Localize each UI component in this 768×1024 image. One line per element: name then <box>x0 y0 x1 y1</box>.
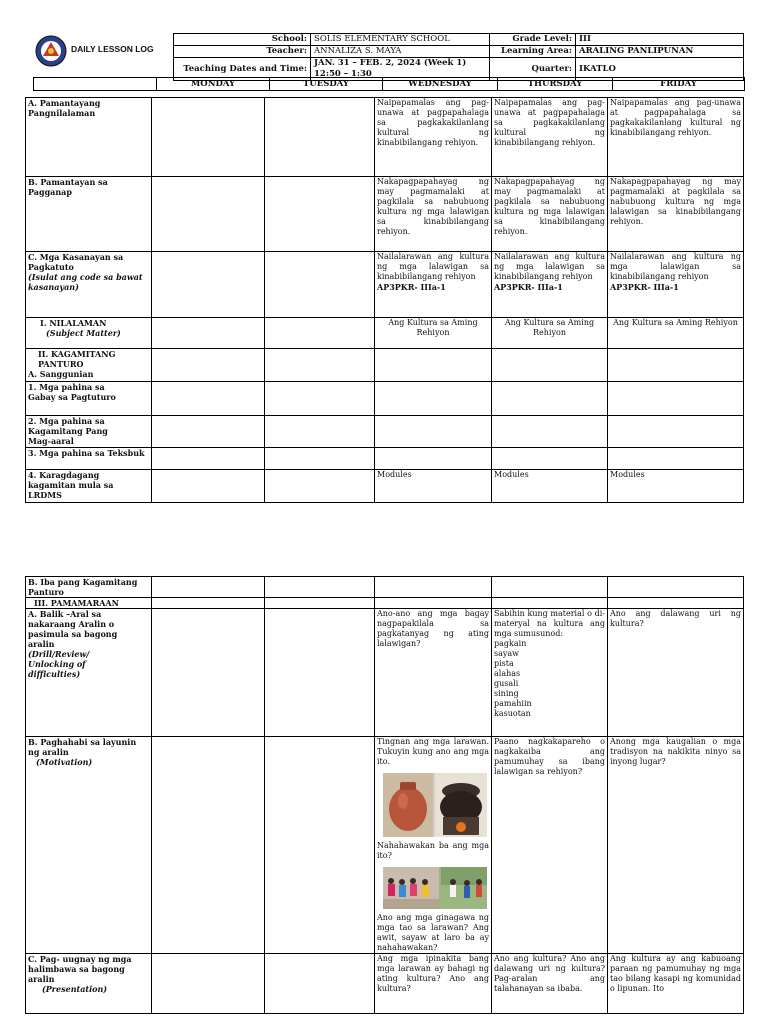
monday-cell <box>152 609 265 737</box>
list-item: alahas <box>494 669 521 678</box>
row-label-sub: (Motivation) <box>36 757 93 767</box>
tuesday-cell <box>265 349 375 382</box>
tuesday-cell <box>265 448 375 470</box>
wednesday-cell <box>375 598 492 609</box>
friday-cell <box>608 448 744 470</box>
friday-cell <box>608 349 744 382</box>
wednesday-cell <box>375 737 492 954</box>
friday-cell <box>608 416 744 448</box>
friday-cell: Modules <box>608 470 744 503</box>
wednesday-cell: Naipapamalas ang pag-unawa at pagpapahalaga sa pagkakakilanlang kultural ng kinabibilangang rehiyon. <box>375 98 492 177</box>
table-row <box>26 470 744 503</box>
list-item: sayaw <box>494 649 520 658</box>
row-label: 3. Mga pahina sa Teksbuk <box>26 448 152 470</box>
tuesday-cell <box>265 577 375 598</box>
lesson-table-part1 <box>25 97 744 503</box>
cell-text: Sabihin kung material o di-materyal na kultura ang mga sumusunod: <box>494 609 605 638</box>
row-label-sub: (Subject Matter) <box>46 328 121 338</box>
table-row <box>26 416 744 448</box>
grade-value: III <box>576 34 744 46</box>
thursday-cell <box>492 609 608 737</box>
monday-cell <box>152 954 265 1014</box>
friday-cell: Nakapagpapahayag ng may pagmamalaki at pagkilala sa nabubuong kultura ng mga lalawigan sa kinabibilangang rehiyon. <box>608 177 744 252</box>
teacher-value: ANNALIZA S. MAYA <box>311 46 490 58</box>
lesson-table-part2 <box>25 576 744 1014</box>
friday-cell: Ang Kultura sa Aming Rehiyon <box>608 318 744 349</box>
thursday-cell: Ano ang kultura? Ano ang dalawang uri ng kultura? Pag-aralan ang talahanayan sa ibaba. <box>492 954 608 1014</box>
cell-text: Ano ang mga ginagawa ng mga tao sa larawan? Ang awit, sayaw at laro ba ay nahahawakan? <box>377 913 489 952</box>
friday-cell <box>608 382 744 416</box>
list-item: pamahiin <box>494 699 532 708</box>
teacher-label: Teacher: <box>174 46 311 58</box>
school-label: School: <box>174 34 311 46</box>
monday-cell <box>152 416 265 448</box>
friday-cell: Ano ang dalawang uri ng kultura? <box>608 609 744 737</box>
friday-cell: Ang kultura ay ang kabuoang paraan ng pamumuhay ng mga tao bilang kasapi ng komunidad o lipunan. Ito <box>608 954 744 1014</box>
row-label-text: A. Balik –Aral sa nakaraang Aralin o pasimula sa bagong aralin <box>28 609 118 649</box>
table-row <box>26 737 744 954</box>
tuesday-cell <box>265 416 375 448</box>
row-label: A. Pamantayang Pangnilalaman <box>26 98 152 177</box>
list-item: pista <box>494 659 514 668</box>
table-row <box>26 382 744 416</box>
competency-code: AP3PKR- IIIa-1 <box>494 282 563 292</box>
wednesday-cell: Ang mga ipinakita bang mga larawan ay bahagi ng ating kultura? Ano ang kultura? <box>375 954 492 1014</box>
tuesday-cell <box>265 98 375 177</box>
row-label <box>26 737 152 954</box>
tuesday-cell <box>265 382 375 416</box>
quarter-value: IKATLO <box>576 58 744 81</box>
children-playing-image <box>383 867 487 909</box>
tuesday-cell <box>265 954 375 1014</box>
wednesday-cell <box>375 448 492 470</box>
wednesday-cell: Nakapagpapahayag ng may pagmamalaki at pagkilala sa nabubuong kultura ng mga lalawigan sa kinabibilangang rehiyon. <box>375 177 492 252</box>
monday-cell <box>152 252 265 318</box>
table-row <box>26 177 744 252</box>
clay-pots-image <box>383 773 487 837</box>
tuesday-cell <box>265 598 375 609</box>
dates-label: Teaching Dates and Time: <box>174 58 311 81</box>
wednesday-cell <box>375 252 492 318</box>
cell-text: Nahahawakan ba ang mga ito? <box>377 841 489 860</box>
row-label-text: C. Pag- uugnay ng mga halimbawa sa bagong aralin <box>28 954 132 984</box>
row-label: III. PAMAMARAAN <box>26 598 152 609</box>
row-label-sub: (Isulat ang code sa bawat kasanayan) <box>28 272 143 292</box>
wednesday-cell <box>375 382 492 416</box>
thursday-cell <box>492 598 608 609</box>
monday-cell <box>152 349 265 382</box>
monday-cell <box>152 737 265 954</box>
wednesday-cell <box>375 416 492 448</box>
thursday-cell: Naipapamalas ang pag-unawa at pagpapahalaga sa pagkakakilanlang kultural ng kinabibilangang rehiyon. <box>492 98 608 177</box>
day-header-row <box>33 77 745 91</box>
day-monday: MONDAY <box>157 78 270 91</box>
list-item: kasuotan <box>494 709 531 718</box>
row-label: 1. Mga pahina sa Gabay sa Pagtuturo <box>26 382 152 416</box>
table-row <box>26 349 744 382</box>
row-label-sub: (Presentation) <box>42 984 108 994</box>
thursday-cell <box>492 382 608 416</box>
tuesday-cell <box>265 737 375 954</box>
row-label: 4. Karagdagang kagamitan mula sa LRDMS <box>26 470 152 503</box>
thursday-cell: Ang Kultura sa Aming Rehiyon <box>492 318 608 349</box>
table-row <box>26 954 744 1014</box>
row-label-sub: (Drill/Review/ Unlocking of difficulties) <box>28 649 90 679</box>
day-thursday: THURSDAY <box>498 78 613 91</box>
competency-text: Nailalarawan ang kultura ng mga lalawigan sa kinabibilangang rehiyon <box>377 252 489 281</box>
monday-cell <box>152 448 265 470</box>
row-label-text: C. Mga Kasanayan sa Pagkatuto <box>28 252 124 272</box>
blank-header-cell <box>34 78 157 91</box>
list-item: sining <box>494 689 519 698</box>
row-label-text: B. Paghahabi sa layunin ng aralin <box>28 737 137 757</box>
tuesday-cell <box>265 470 375 503</box>
friday-cell <box>608 577 744 598</box>
thursday-cell <box>492 416 608 448</box>
row-label: B. Iba pang Kagamitang Panturo <box>26 577 152 598</box>
friday-cell: Anong mga kaugalian o mga tradisyon na nakikita ninyo sa inyong lugar? <box>608 737 744 954</box>
school-value: SOLIS ELEMENTARY SCHOOL <box>311 34 490 46</box>
competency-code: AP3PKR- IIIa-1 <box>610 282 679 292</box>
row-label-text: I. NILALAMAN <box>40 318 107 328</box>
list-item: gusali <box>494 679 519 688</box>
day-wednesday: WEDNESDAY <box>383 78 498 91</box>
area-label: Learning Area: <box>490 46 576 58</box>
thursday-cell <box>492 448 608 470</box>
row-label: 2. Mga pahina sa Kagamitang Pang Mag-aaral <box>26 416 152 448</box>
monday-cell <box>152 598 265 609</box>
thursday-cell <box>492 252 608 318</box>
tuesday-cell <box>265 252 375 318</box>
competency-text: Nailalarawan ang kultura ng mga lalawigan sa kinabibilangang rehiyon <box>610 252 741 281</box>
cell-text: Tingnan ang mga larawan. Tukuyin kung ano ang mga ito. <box>377 737 489 766</box>
table-row <box>26 609 744 737</box>
thursday-cell: Paano nagkakapareho o nagkakaiba ang pamumuhay sa ibang lalawigan sa rehiyon? <box>492 737 608 954</box>
monday-cell <box>152 318 265 349</box>
lesson-log-title: DAILY LESSON LOG <box>71 44 154 54</box>
table-row <box>26 448 744 470</box>
friday-cell <box>608 598 744 609</box>
friday-cell <box>608 252 744 318</box>
deped-seal-icon <box>35 35 67 67</box>
monday-cell <box>152 177 265 252</box>
day-tuesday: TUESDAY <box>270 78 383 91</box>
table-row <box>26 252 744 318</box>
list-item: pagkain <box>494 639 527 648</box>
monday-cell <box>152 470 265 503</box>
wednesday-cell <box>375 577 492 598</box>
row-label <box>26 252 152 318</box>
table-row <box>26 318 744 349</box>
header-info-table <box>173 33 744 81</box>
row-label-sub: A. Sanggunian <box>28 369 94 379</box>
competency-code: AP3PKR- IIIa-1 <box>377 282 446 292</box>
tuesday-cell <box>265 177 375 252</box>
monday-cell <box>152 382 265 416</box>
grade-label: Grade Level: <box>490 34 576 46</box>
tuesday-cell <box>265 609 375 737</box>
table-row <box>26 598 744 609</box>
tuesday-cell <box>265 318 375 349</box>
thursday-cell <box>492 577 608 598</box>
area-value: ARALING PANLIPUNAN <box>576 46 744 58</box>
wednesday-cell: Ano-ano ang mga bagay nagpapakilala sa pagkatanyag ng ating lalawigan? <box>375 609 492 737</box>
competency-text: Nailalarawan ang kultura ng mga lalawigan sa kinabibilangang rehiyon <box>494 252 605 281</box>
thursday-cell: Modules <box>492 470 608 503</box>
dates-value: JAN. 31 – FEB. 2, 2024 (Week 1) 12:50 – 1:30 <box>311 58 490 81</box>
row-label <box>26 609 152 737</box>
thursday-cell: Nakapagpapahayag ng may pagmamalaki at pagkilala sa nabubuong kultura ng mga lalawigan sa kinabibilangang rehiyon. <box>492 177 608 252</box>
monday-cell <box>152 98 265 177</box>
table-row <box>26 577 744 598</box>
row-label: B. Pamantayan sa Pagganap <box>26 177 152 252</box>
table-row <box>26 98 744 177</box>
wednesday-cell <box>375 349 492 382</box>
wednesday-cell: Ang Kultura sa Aming Rehiyon <box>375 318 492 349</box>
friday-cell: Naipapamalas ang pag-unawa at pagpapahalaga sa pagkakakilanlang kultural ng kinabibilangang rehiyon. <box>608 98 744 177</box>
monday-cell <box>152 577 265 598</box>
row-label <box>26 954 152 1014</box>
row-label-text: II. KAGAMITANG PANTURO <box>38 349 116 369</box>
row-label <box>26 349 152 382</box>
day-friday: FRIDAY <box>613 78 745 91</box>
row-label <box>26 318 152 349</box>
wednesday-cell: Modules <box>375 470 492 503</box>
thursday-cell <box>492 349 608 382</box>
quarter-label: Quarter: <box>490 58 576 81</box>
